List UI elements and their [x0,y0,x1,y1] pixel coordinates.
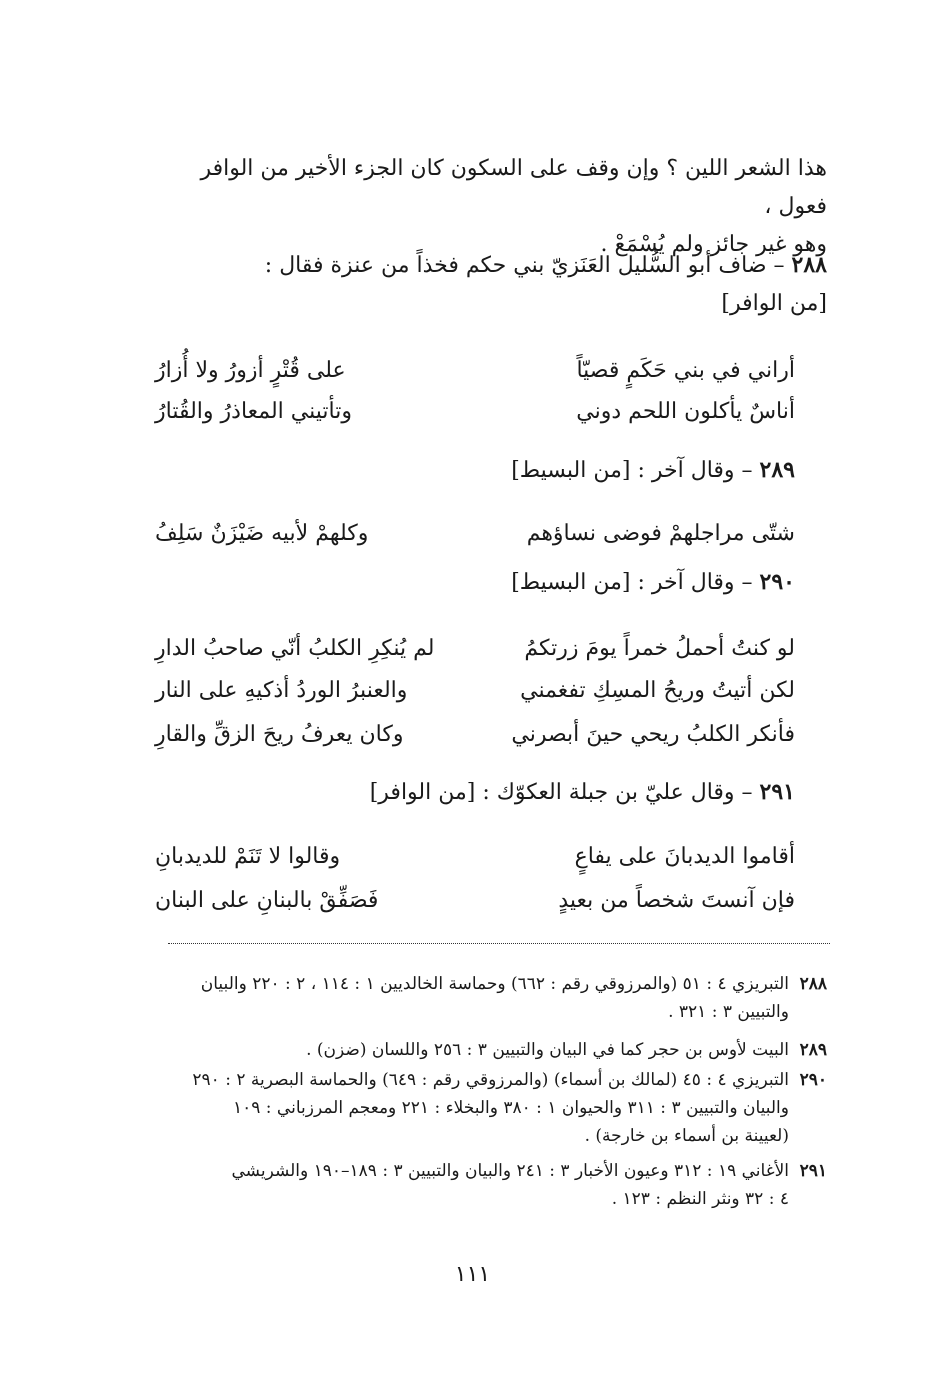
footnote [157,1066,827,1150]
page-number: ١١١ [454,1262,491,1287]
footnote-separator [168,943,830,944]
footnote-line: التبريزي ٤ : ٤٥ (لمالك بن أسماء) (والمرزوقي رقم : ٦٤٩) والحماسة البصرية ٢ : ٢٩٠ [192,1070,789,1090]
entry-text: – وقال عليّ بن جبلة العكوّك : [من الوافر] [369,780,753,805]
footnote-line: (لعيينة بن أسماء بن خارجة) . [584,1126,789,1146]
verse-first-hemistich: شتّى مراجلهمْ فوضى نساؤهم [526,521,795,546]
verse-first-hemistich: فإن آنستَ شخصاً من بعيدٍ [558,888,795,913]
verse-first-hemistich: لكن أتيتُ وريحُ المسِكِ تفغمني [520,678,795,703]
footnote-line: الأغاني ١٩ : ٣١٢ وعيون الأخبار ٣ : ٢٤١ والبيان والتبيين ٣ : ١٨٩–١٩٠ والشريشي [231,1161,789,1181]
verse-first-hemistich: فأنكر الكلبُ ريحي حينَ أبصرني [511,722,795,747]
entry-number: ٢٩٠ [759,569,795,595]
footnote [157,970,827,1026]
entry-number: ٢٩١ [759,779,795,805]
verse-line [155,842,795,872]
footnote-line: والبيان والتبيين ٣ : ٣١١ والحيوان ١ : ٣٨٠ والبخلاء : ٢٢١ ومعجم المرزباني : ١٠٩ [232,1098,789,1118]
footnote-text [157,970,789,1026]
footnote-line: التبريزي ٤ : ٥١ (والمرزوقي رقم : ٦٦٢) وحماسة الخالديين ١ : ١١٤ ، ٢ : ٢٢٠ والبيان [200,974,789,994]
entry-text: – ضاف أبو السُّليل العَنَزيّ بني حكم فخذاً من عنزة فقال : [264,253,785,278]
entry-290-heading [511,567,795,598]
verse-line [155,720,795,750]
footnote-text [157,1157,789,1213]
verse-first-hemistich: أراني في بني حَكَمٍ قصيّاً [576,358,795,383]
verse-second-hemistich: وكلهمْ لأبيه ضَيْزَنٌ سَلِفُ [155,521,369,546]
verse-second-hemistich: لم يُنكِرِ الكلبُ أنّي صاحبُ الدارِ [155,636,435,661]
footnote [157,1157,827,1213]
footnote-number: ٢٨٩ [799,1040,827,1060]
footnote-number: ٢٩٠ [799,1070,827,1090]
entry-289-heading [511,455,795,486]
entry-288-meter: [من الوافر] [721,291,827,316]
entry-number: ٢٨٩ [759,457,795,483]
footnote-text [157,1066,789,1150]
footnote [157,1036,827,1064]
verse-second-hemistich: فَصَفِّقْ بالبنانِ على البنان [155,888,379,913]
footnote-line: البيت لأوس بن حجر كما في البيان والتبيين ٣ : ٢٥٦ واللسان (ضزن) . [306,1040,789,1060]
verse-second-hemistich: وكان يعرفُ ريحَ الزقِّ والقارِ [155,722,404,747]
verse-line [155,886,795,916]
entry-288-intro [157,246,827,323]
verse-second-hemistich: وتأتيني المعاذرُ والقُتارُ [155,399,352,424]
verse-first-hemistich: أقاموا الديدبانَ على يفاعٍ [574,844,795,869]
entry-288-line-1 [157,246,827,285]
entry-text: – وقال آخر : [من البسيط] [511,570,753,595]
entry-291-heading [370,777,795,808]
footnote-number: ٢٨٨ [799,974,827,994]
verse-line [155,356,795,386]
verse-line [155,676,795,706]
verse-second-hemistich: وقالوا لا تَنَمْ للديدبانِ [155,844,341,869]
verse-first-hemistich: أناسٌ يأكلون اللحم دوني [576,399,795,424]
verse-line [155,519,795,549]
footnote-text [157,1036,789,1064]
intro-line-2: وهو غير جائز ولم يُسْمَعْ . [600,232,827,257]
verse-line [155,397,795,427]
entry-number: ٢٨٨ [791,252,827,278]
verse-second-hemistich: على قُتْرٍ أزورُ ولا أُزارُ [155,358,346,383]
footnote-line: والتبيين ٣ : ٣٢١ . [668,1002,789,1022]
footnote-number: ٢٩١ [799,1161,827,1181]
entry-text: – وقال آخر : [من البسيط] [511,458,753,483]
verse-first-hemistich: لو كنتُ أحملُ خمراً يومَ زرتكمُ [524,636,795,661]
verse-line [155,634,795,664]
footnote-line: ٤ : ٣٢ ونثر النظم : ١٢٣ . [611,1189,789,1209]
verse-second-hemistich: والعنبرُ الوردُ أذكيهِ على النار [155,678,408,703]
intro-line-1: هذا الشعر اللين ؟ وإن وقف على السكون كان الجزء الأخير من الوافر فعول ، [200,156,827,219]
